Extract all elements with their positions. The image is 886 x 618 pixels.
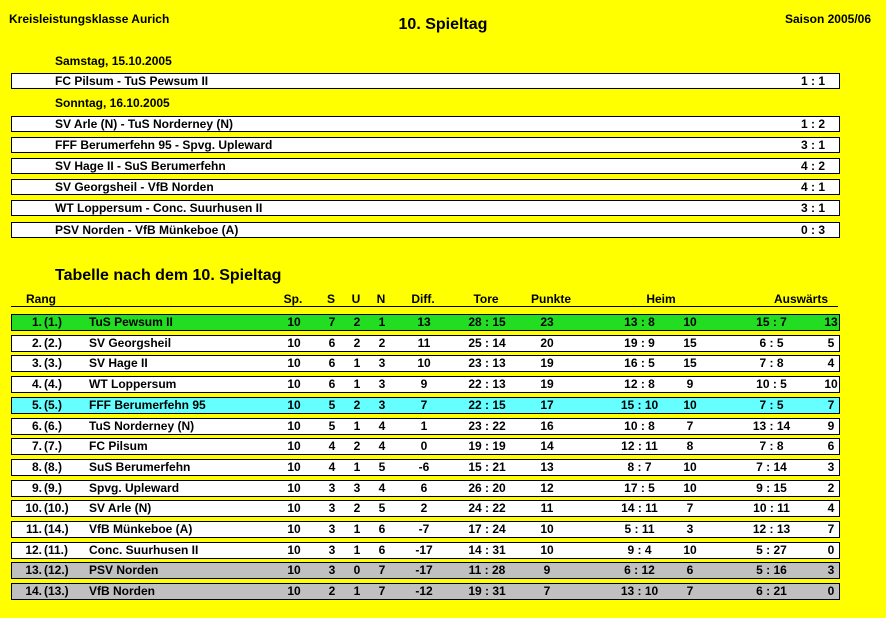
games-cell: 10 (287, 398, 301, 412)
away-points-cell: 0 (827, 543, 835, 557)
col-n: N (376, 292, 386, 306)
away-goals-cell: 10 : 5 (756, 377, 787, 391)
away-points-cell: 0 (827, 584, 835, 598)
match-score: 4 : 2 (800, 159, 825, 173)
match-row (11, 137, 840, 153)
goals-cell: 22 : 15 (468, 398, 506, 412)
draws-cell: 1 (353, 460, 361, 474)
team-name: WT Loppersum (89, 377, 177, 391)
losses-cell: 6 (378, 543, 386, 557)
team-name: SV Hage II (89, 356, 148, 370)
away-points-cell: 6 (827, 439, 835, 453)
losses-cell: 2 (378, 336, 386, 350)
goals-cell: 14 : 31 (468, 543, 506, 557)
home-points-cell: 8 (686, 439, 694, 453)
away-points-cell: 5 (827, 336, 835, 350)
col-tore: Tore (473, 292, 499, 306)
table-row (11, 397, 840, 414)
goal-diff-cell: 0 (420, 439, 428, 453)
losses-cell: 1 (378, 315, 386, 329)
draws-cell: 1 (353, 543, 361, 557)
wins-cell: 4 (328, 439, 336, 453)
losses-cell: 4 (378, 439, 386, 453)
rank-cell: 12. (25, 543, 42, 557)
points-cell: 17 (540, 398, 554, 412)
points-cell: 16 (540, 419, 554, 433)
goal-diff-cell: 1 (420, 419, 428, 433)
rank-cell: 7. (31, 439, 42, 453)
goals-cell: 15 : 21 (468, 460, 506, 474)
goals-cell: 19 : 31 (468, 584, 506, 598)
away-points-cell: 9 (827, 419, 835, 433)
losses-cell: 4 (378, 419, 386, 433)
prev-rank-cell: (8.) (44, 460, 62, 474)
home-goals-cell: 12 : 8 (624, 377, 655, 391)
team-name: VfB Norden (89, 584, 155, 598)
home-goals-cell: 10 : 8 (624, 419, 655, 433)
home-points-cell: 10 (683, 460, 697, 474)
table-row (11, 521, 840, 538)
match-name: FC Pilsum - TuS Pewsum II (55, 74, 209, 88)
prev-rank-cell: (11.) (44, 543, 69, 557)
rank-cell: 11. (25, 522, 42, 536)
prev-rank-cell: (1.) (44, 315, 62, 329)
goal-diff-cell: -7 (418, 522, 430, 536)
points-cell: 19 (540, 377, 554, 391)
draws-cell: 1 (353, 356, 361, 370)
away-points-cell: 7 (827, 398, 835, 412)
wins-cell: 7 (328, 315, 336, 329)
away-goals-cell: 6 : 21 (756, 584, 787, 598)
match-row (11, 222, 840, 238)
points-cell: 9 (543, 563, 551, 577)
draws-cell: 2 (353, 398, 361, 412)
points-cell: 11 (540, 501, 554, 515)
games-cell: 10 (287, 356, 301, 370)
home-goals-cell: 14 : 11 (621, 501, 658, 515)
rank-cell: 1. (31, 315, 42, 329)
team-name: FC Pilsum (89, 439, 148, 453)
table-row (11, 542, 840, 559)
day-label-sunday: Sonntag, 16.10.2005 (55, 96, 170, 110)
match-row (11, 179, 840, 195)
rank-cell: 14. (25, 584, 42, 598)
away-points-cell: 7 (827, 522, 835, 536)
goal-diff-cell: 13 (417, 315, 431, 329)
draws-cell: 2 (353, 439, 361, 453)
points-cell: 10 (540, 522, 554, 536)
points-cell: 10 (540, 543, 554, 557)
wins-cell: 3 (328, 501, 336, 515)
games-cell: 10 (287, 439, 301, 453)
match-score: 3 : 1 (800, 138, 825, 152)
draws-cell: 1 (353, 419, 361, 433)
away-goals-cell: 6 : 5 (759, 336, 784, 350)
games-cell: 10 (287, 481, 301, 495)
home-goals-cell: 19 : 9 (624, 336, 655, 350)
match-name: SV Hage II - SuS Berumerfehn (55, 159, 226, 173)
home-points-cell: 6 (686, 563, 694, 577)
draws-cell: 2 (353, 315, 361, 329)
goal-diff-cell: -6 (418, 460, 430, 474)
team-name: FFF Berumerfehn 95 (89, 398, 206, 412)
home-points-cell: 10 (683, 398, 697, 412)
match-score: 0 : 3 (800, 223, 825, 237)
games-cell: 10 (287, 563, 301, 577)
draws-cell: 1 (353, 584, 361, 598)
draws-cell: 2 (353, 336, 361, 350)
goals-cell: 23 : 13 (468, 356, 506, 370)
goals-cell: 26 : 20 (468, 481, 506, 495)
points-cell: 19 (540, 356, 554, 370)
away-goals-cell: 9 : 15 (756, 481, 787, 495)
home-points-cell: 10 (683, 543, 697, 557)
away-points-cell: 2 (827, 481, 835, 495)
rank-cell: 13. (25, 563, 42, 577)
home-points-cell: 7 (686, 501, 694, 515)
home-points-cell: 10 (683, 315, 697, 329)
losses-cell: 5 (378, 501, 386, 515)
losses-cell: 3 (378, 398, 386, 412)
match-score: 1 : 1 (800, 74, 825, 88)
home-points-cell: 3 (686, 522, 694, 536)
team-name: Conc. Suurhusen II (89, 543, 199, 557)
home-goals-cell: 13 : 10 (620, 584, 659, 598)
goal-diff-cell: -17 (415, 543, 433, 557)
home-goals-cell: 6 : 12 (624, 563, 655, 577)
wins-cell: 5 (328, 419, 336, 433)
losses-cell: 4 (378, 481, 386, 495)
prev-rank-cell: (9.) (44, 481, 62, 495)
table-row (11, 418, 840, 435)
goal-diff-cell: 6 (420, 481, 428, 495)
goal-diff-cell: 2 (420, 501, 428, 515)
draws-cell: 1 (353, 522, 361, 536)
table-row (11, 376, 840, 393)
home-points-cell: 7 (686, 584, 694, 598)
rank-cell: 6. (31, 419, 42, 433)
table-row (11, 459, 840, 476)
home-goals-cell: 15 : 10 (620, 398, 659, 412)
goals-cell: 23 : 22 (468, 419, 506, 433)
games-cell: 10 (287, 584, 301, 598)
match-score: 1 : 2 (800, 117, 825, 131)
rank-cell: 4. (31, 377, 42, 391)
team-name: VfB Münkeboe (A) (89, 522, 193, 536)
points-cell: 7 (543, 584, 551, 598)
away-goals-cell: 7 : 8 (759, 439, 784, 453)
prev-rank-cell: (13.) (44, 584, 69, 598)
losses-cell: 3 (378, 356, 386, 370)
match-row (11, 116, 840, 132)
home-goals-cell: 13 : 8 (624, 315, 655, 329)
goals-cell: 25 : 14 (468, 336, 506, 350)
rank-cell: 10. (25, 501, 42, 515)
rank-cell: 8. (31, 460, 42, 474)
losses-cell: 7 (378, 563, 386, 577)
home-points-cell: 15 (683, 336, 697, 350)
col-sp: Sp. (283, 292, 303, 306)
table-row (11, 314, 840, 331)
wins-cell: 6 (328, 377, 336, 391)
games-cell: 10 (287, 315, 301, 329)
rank-cell: 2. (31, 336, 42, 350)
table-row (11, 500, 840, 517)
wins-cell: 5 (328, 398, 336, 412)
draws-cell: 3 (353, 481, 361, 495)
standings-header (11, 292, 838, 307)
goal-diff-cell: -12 (415, 584, 433, 598)
page-title: 10. Spieltag (398, 16, 488, 33)
away-goals-cell: 7 : 5 (759, 398, 784, 412)
wins-cell: 3 (328, 481, 336, 495)
away-goals-cell: 13 : 14 (752, 419, 791, 433)
home-goals-cell: 5 : 11 (624, 522, 655, 536)
match-row (11, 158, 840, 174)
games-cell: 10 (287, 501, 301, 515)
wins-cell: 6 (328, 356, 336, 370)
draws-cell: 1 (353, 377, 361, 391)
table-row (11, 583, 840, 600)
col-punkte: Punkte (530, 292, 571, 306)
goal-diff-cell: 9 (420, 377, 428, 391)
away-goals-cell: 15 : 7 (756, 315, 787, 329)
team-name: SuS Berumerfehn (89, 460, 191, 474)
home-goals-cell: 12 : 11 (621, 439, 658, 453)
losses-cell: 5 (378, 460, 386, 474)
team-name: TuS Pewsum II (89, 315, 173, 329)
prev-rank-cell: (12.) (44, 563, 69, 577)
points-cell: 13 (540, 460, 554, 474)
wins-cell: 3 (328, 522, 336, 536)
away-goals-cell: 7 : 8 (759, 356, 784, 370)
table-row (11, 355, 840, 372)
match-name: PSV Norden - VfB Münkeboe (A) (55, 223, 239, 237)
team-name: PSV Norden (89, 563, 159, 577)
match-score: 4 : 1 (800, 180, 825, 194)
team-name: SV Georgsheil (89, 336, 172, 350)
goal-diff-cell: 7 (420, 398, 428, 412)
col-auswaerts: Auswärts (773, 292, 829, 306)
away-goals-cell: 10 : 11 (753, 501, 790, 515)
match-row (11, 73, 840, 89)
standings-title: Tabelle nach dem 10. Spieltag (55, 267, 282, 284)
col-rang: Rang (26, 292, 56, 306)
match-score: 3 : 1 (800, 201, 825, 215)
away-goals-cell: 5 : 16 (756, 563, 787, 577)
away-points-cell: 4 (827, 356, 835, 370)
col-heim: Heim (646, 292, 676, 306)
draws-cell: 0 (353, 563, 361, 577)
match-name: SV Arle (N) - TuS Norderney (N) (55, 117, 234, 131)
team-name: Spvg. Upleward (89, 481, 180, 495)
prev-rank-cell: (10.) (44, 501, 69, 515)
match-name: FFF Berumerfehn 95 - Spvg. Upleward (55, 138, 273, 152)
home-goals-cell: 16 : 5 (624, 356, 655, 370)
match-row (11, 200, 840, 216)
away-goals-cell: 12 : 13 (752, 522, 791, 536)
home-goals-cell: 17 : 5 (624, 481, 655, 495)
home-points-cell: 10 (683, 481, 697, 495)
goals-cell: 17 : 24 (468, 522, 506, 536)
table-row (11, 335, 840, 352)
goals-cell: 24 : 22 (468, 501, 506, 515)
prev-rank-cell: (14.) (44, 522, 69, 536)
points-cell: 14 (540, 439, 554, 453)
points-cell: 12 (540, 481, 554, 495)
wins-cell: 6 (328, 336, 336, 350)
goal-diff-cell: 11 (417, 336, 431, 350)
table-row (11, 438, 840, 455)
team-name: TuS Norderney (N) (89, 419, 195, 433)
home-goals-cell: 8 : 7 (627, 460, 652, 474)
away-points-cell: 10 (824, 377, 838, 391)
col-s: S (326, 292, 335, 306)
games-cell: 10 (287, 522, 301, 536)
table-row (11, 562, 840, 579)
goals-cell: 22 : 13 (468, 377, 506, 391)
games-cell: 10 (287, 336, 301, 350)
rank-cell: 5. (31, 398, 42, 412)
losses-cell: 3 (378, 377, 386, 391)
wins-cell: 4 (328, 460, 336, 474)
rank-cell: 3. (31, 356, 42, 370)
home-points-cell: 9 (686, 377, 694, 391)
wins-cell: 3 (328, 543, 336, 557)
wins-cell: 2 (328, 584, 336, 598)
rank-cell: 9. (31, 481, 42, 495)
match-name: WT Loppersum - Conc. Suurhusen II (55, 201, 263, 215)
away-points-cell: 4 (827, 501, 835, 515)
season-label: Saison 2005/06 (784, 12, 871, 26)
home-points-cell: 7 (686, 419, 694, 433)
prev-rank-cell: (4.) (44, 377, 62, 391)
home-points-cell: 15 (683, 356, 697, 370)
prev-rank-cell: (3.) (44, 356, 62, 370)
games-cell: 10 (287, 543, 301, 557)
col-u: U (351, 292, 361, 306)
match-name: SV Georgsheil - VfB Norden (55, 180, 214, 194)
away-points-cell: 3 (827, 563, 835, 577)
team-name: SV Arle (N) (89, 501, 152, 515)
points-cell: 23 (540, 315, 554, 329)
goals-cell: 19 : 19 (468, 439, 506, 453)
home-goals-cell: 9 : 4 (627, 543, 652, 557)
prev-rank-cell: (2.) (44, 336, 62, 350)
league-name: Kreisleistungsklasse Aurich (9, 12, 170, 26)
prev-rank-cell: (7.) (44, 439, 62, 453)
away-points-cell: 13 (824, 315, 838, 329)
games-cell: 10 (287, 377, 301, 391)
losses-cell: 6 (378, 522, 386, 536)
goal-diff-cell: -17 (415, 563, 433, 577)
away-goals-cell: 7 : 14 (756, 460, 787, 474)
away-points-cell: 3 (827, 460, 835, 474)
losses-cell: 7 (378, 584, 386, 598)
prev-rank-cell: (5.) (44, 398, 62, 412)
prev-rank-cell: (6.) (44, 419, 62, 433)
away-goals-cell: 5 : 27 (756, 543, 787, 557)
games-cell: 10 (287, 419, 301, 433)
points-cell: 20 (540, 336, 554, 350)
day-label-saturday: Samstag, 15.10.2005 (55, 54, 172, 68)
wins-cell: 3 (328, 563, 336, 577)
goals-cell: 28 : 15 (468, 315, 506, 329)
table-row (11, 480, 840, 497)
goal-diff-cell: 10 (417, 356, 431, 370)
games-cell: 10 (287, 460, 301, 474)
draws-cell: 2 (353, 501, 361, 515)
col-diff: Diff. (411, 292, 435, 306)
goals-cell: 11 : 28 (468, 563, 506, 577)
